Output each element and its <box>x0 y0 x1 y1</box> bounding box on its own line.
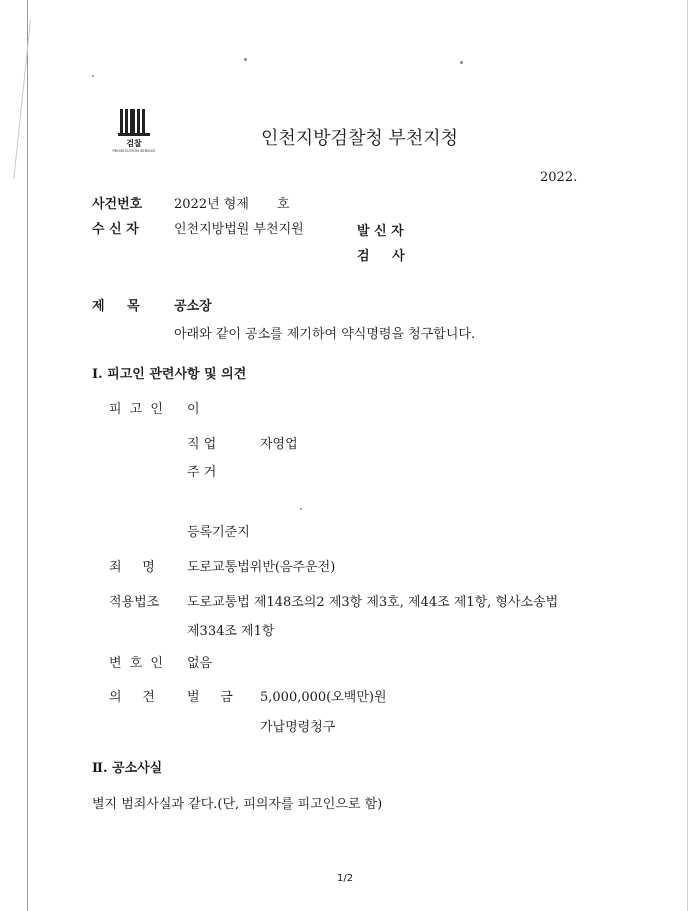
charge-value: 도로교통법위반(음주운전) <box>187 560 336 575</box>
subject-label: 제 목 <box>92 299 140 314</box>
defendant-label: 피 고 인 <box>109 402 165 417</box>
scan-speck <box>92 75 94 77</box>
opinion-label: 의 견 <box>109 690 155 705</box>
occupation-label: 직 업 <box>187 437 217 452</box>
prosecution-logo <box>110 109 158 157</box>
recipient-label: 수 신 자 <box>92 222 139 237</box>
registry-label: 등록기준지 <box>187 525 250 540</box>
subject-text: 아래와 같이 공소를 제기하여 약식명령을 청구합니다. <box>174 327 476 342</box>
fine-value: 5,000,000(오백만)원 <box>260 690 387 705</box>
defendant-value: 이 <box>187 402 200 417</box>
section2-text: 별지 범죄사실과 같다.(단, 피의자를 피고인으로 함) <box>92 797 383 812</box>
scan-edge <box>13 20 31 179</box>
logo-subtext: PROSECUTION SERVICE <box>112 149 156 153</box>
scan-edge <box>27 0 28 911</box>
scan-speck <box>244 58 247 61</box>
case-number-label: 사건번호 <box>92 197 143 212</box>
agency-title: 인천지방검찰청 부천지청 <box>261 128 458 149</box>
logo-mark-icon <box>120 109 148 133</box>
prosecutor-label: 검 사 <box>357 249 405 264</box>
subject-value: 공소장 <box>174 299 212 314</box>
scan-speck <box>460 61 463 64</box>
order-value: 가납명령청구 <box>260 720 336 735</box>
occupation-value: 자영업 <box>260 437 298 452</box>
document-date: 2022. <box>540 170 578 185</box>
logo-text: 검찰 <box>126 139 142 148</box>
recipient-value: 인천지방법원 부천지원 <box>174 222 304 237</box>
law-label: 적용법조 <box>109 595 160 610</box>
address-label: 주 거 <box>187 465 217 480</box>
scan-edge <box>687 0 688 911</box>
law-value-line2: 제334조 제1항 <box>187 624 275 639</box>
case-number-suffix: 호 <box>277 197 290 212</box>
case-number-value: 2022년 형제 <box>174 197 249 212</box>
charge-label: 죄 명 <box>109 560 155 575</box>
section1-heading: Ⅰ. 피고인 관련사항 및 의견 <box>92 367 247 382</box>
section2-heading: Ⅱ. 공소사실 <box>92 761 163 776</box>
law-value-line1: 도로교통법 제148조의2 제3항 제3호, 제44조 제1항, 형사소송법 <box>187 595 559 610</box>
fine-label: 벌 금 <box>187 690 233 705</box>
counsel-value: 없음 <box>187 656 213 671</box>
sender-label: 발 신 자 <box>357 224 404 239</box>
scan-speck <box>300 508 302 510</box>
counsel-label: 변 호 인 <box>109 656 165 671</box>
page-number: 1/2 <box>337 873 354 884</box>
